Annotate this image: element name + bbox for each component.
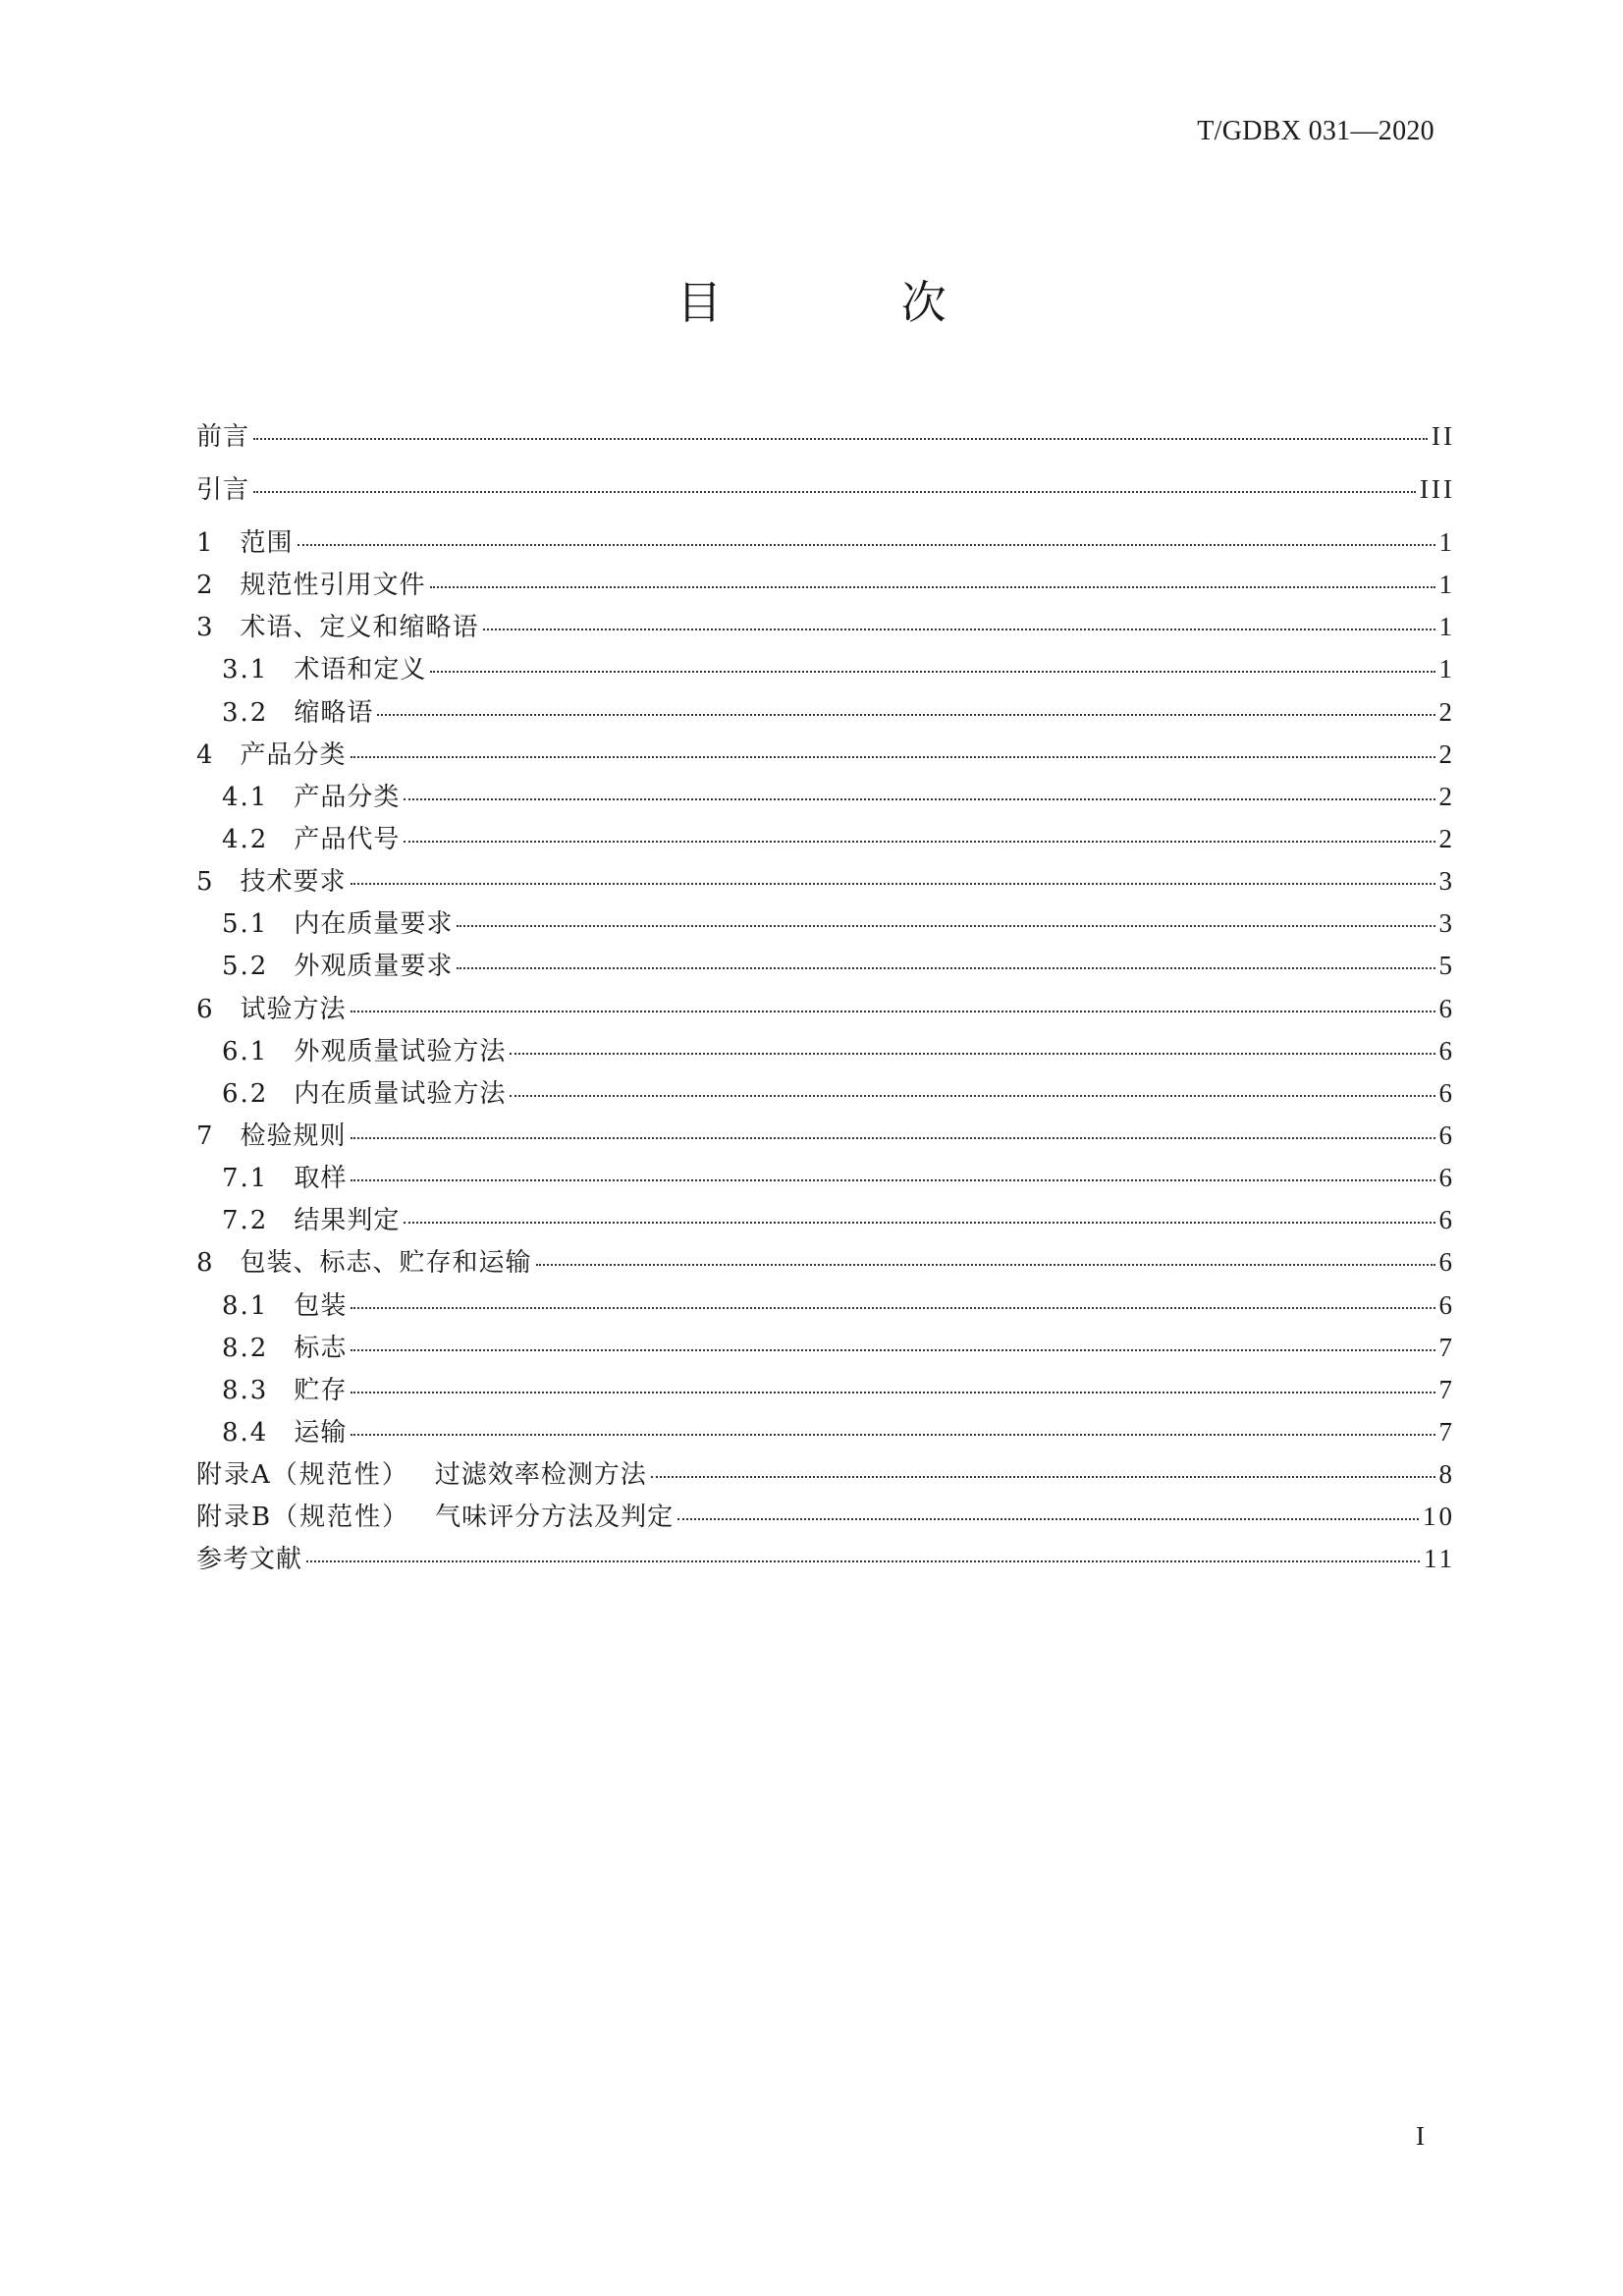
toc-leader-dots xyxy=(351,1011,1435,1012)
toc-entry[interactable] xyxy=(196,1200,1455,1242)
toc-entry-page: 2 xyxy=(1438,781,1455,811)
toc-entry[interactable] xyxy=(196,1412,1455,1454)
toc-entry-label: 贮存 xyxy=(294,1375,348,1405)
toc-entry[interactable] xyxy=(196,1454,1455,1497)
toc-entry-page: 10 xyxy=(1423,1502,1455,1532)
toc-leader-dots xyxy=(430,671,1434,673)
toc-entry-label: 试验方法 xyxy=(240,994,347,1024)
toc-entry-label: 结果判定 xyxy=(294,1206,401,1236)
toc-entry-number: 8.2 xyxy=(222,1333,269,1363)
toc-entry-label: 过滤效率检测方法 xyxy=(434,1460,647,1491)
toc-entry-number: 6.2 xyxy=(222,1078,269,1109)
toc-entry-label: 技术要求 xyxy=(240,867,347,898)
toc-entry-page: 7 xyxy=(1438,1374,1455,1404)
toc-entry[interactable] xyxy=(196,469,1455,522)
toc-entry-page: 2 xyxy=(1438,696,1455,727)
toc-entry[interactable] xyxy=(196,1073,1455,1116)
toc-leader-dots xyxy=(351,1307,1434,1309)
toc-entry-label: 范围 xyxy=(240,528,294,558)
page-number: I xyxy=(1416,2121,1425,2151)
toc-entry-number: 6.1 xyxy=(222,1036,269,1066)
toc-leader-dots xyxy=(306,1560,1420,1562)
toc-entry[interactable] xyxy=(196,1031,1455,1073)
toc-entry-number: 7.2 xyxy=(222,1206,269,1236)
toc-entry-number: 附录B（规范性） xyxy=(196,1503,410,1533)
toc-entry-page: 1 xyxy=(1438,570,1455,600)
toc-entry-page: II xyxy=(1432,421,1455,451)
toc-entry-number: 7.1 xyxy=(222,1164,269,1194)
toc-entry-label: 检验规则 xyxy=(240,1121,347,1151)
toc-entry-number: 8.4 xyxy=(222,1417,269,1448)
toc-entry-label: 缩略语 xyxy=(294,697,374,728)
toc-entry-page: 6 xyxy=(1438,1163,1455,1193)
toc-leader-dots xyxy=(377,714,1434,716)
toc-leader-dots xyxy=(510,1095,1434,1097)
toc-entry-label: 内在质量要求 xyxy=(294,909,454,940)
toc-entry-label: 引言 xyxy=(196,475,250,505)
toc-entry-page: 3 xyxy=(1438,908,1455,939)
toc-entry[interactable] xyxy=(196,416,1455,469)
toc-leader-dots xyxy=(351,1349,1434,1351)
toc-entry-label: 规范性引用文件 xyxy=(240,571,426,601)
toc-entry-number: 4.2 xyxy=(222,824,269,854)
toc-entry-page: 2 xyxy=(1438,738,1455,769)
toc-entry-label: 标志 xyxy=(294,1333,348,1363)
toc-entry-label: 包装 xyxy=(294,1290,348,1321)
toc-entry[interactable] xyxy=(196,607,1455,649)
toc-entry-number: 1 xyxy=(196,528,215,558)
toc-entry-page: 6 xyxy=(1438,1077,1455,1108)
table-of-contents xyxy=(196,416,1455,1582)
toc-leader-dots xyxy=(253,491,1416,493)
toc-entry-number: 2 xyxy=(196,571,215,601)
toc-entry-label: 术语和定义 xyxy=(294,655,427,685)
toc-entry[interactable] xyxy=(196,1328,1455,1370)
toc-leader-dots xyxy=(457,925,1434,927)
toc-leader-dots xyxy=(510,1053,1434,1055)
toc-entry[interactable] xyxy=(196,565,1455,607)
toc-entry[interactable] xyxy=(196,989,1455,1031)
toc-entry-number: 3.2 xyxy=(222,697,269,728)
toc-entry-page: 6 xyxy=(1438,1205,1455,1235)
toc-entry-label: 外观质量要求 xyxy=(294,952,454,982)
toc-entry-label: 取样 xyxy=(294,1164,348,1194)
toc-entry[interactable] xyxy=(196,1285,1455,1328)
toc-entry-page: 6 xyxy=(1438,1247,1455,1278)
toc-leader-dots xyxy=(351,883,1435,885)
toc-entry[interactable] xyxy=(196,946,1455,988)
toc-leader-dots xyxy=(430,586,1435,588)
toc-entry-number: 8.1 xyxy=(222,1290,269,1321)
toc-entry-label: 产品分类 xyxy=(294,782,401,812)
toc-entry-number: 4 xyxy=(196,739,215,770)
toc-entry[interactable] xyxy=(196,1539,1455,1581)
toc-entry-number: 5.1 xyxy=(222,909,269,940)
toc-entry-page: 2 xyxy=(1438,823,1455,853)
toc-entry-page: 6 xyxy=(1438,993,1455,1023)
toc-leader-dots xyxy=(483,629,1435,630)
toc-entry-page: 6 xyxy=(1438,1120,1455,1150)
toc-leader-dots xyxy=(351,1392,1434,1394)
toc-entry[interactable] xyxy=(196,1116,1455,1158)
toc-entry-number: 8.3 xyxy=(222,1375,269,1405)
toc-leader-dots xyxy=(457,967,1434,969)
toc-entry-page: 1 xyxy=(1438,654,1455,684)
toc-entry[interactable] xyxy=(196,1158,1455,1200)
document-code: T/GDBX 031—2020 xyxy=(1197,116,1434,146)
toc-leader-dots xyxy=(677,1518,1419,1520)
toc-entry-number: 8 xyxy=(196,1248,215,1279)
toc-entry-page: III xyxy=(1420,474,1455,504)
toc-entry-label: 内在质量试验方法 xyxy=(294,1078,507,1109)
toc-leader-dots xyxy=(404,1222,1434,1224)
toc-entry-number: 3 xyxy=(196,613,215,643)
toc-leader-dots xyxy=(351,1179,1434,1181)
toc-entry[interactable] xyxy=(196,649,1455,691)
toc-entry[interactable] xyxy=(196,1370,1455,1412)
toc-leader-dots xyxy=(351,756,1435,758)
toc-leader-dots xyxy=(351,1137,1435,1139)
toc-leader-dots xyxy=(404,841,1434,843)
toc-entry-label: 产品分类 xyxy=(240,739,347,770)
toc-entry[interactable] xyxy=(196,522,1455,565)
toc-entry-number: 7 xyxy=(196,1121,215,1151)
toc-entry-label: 前言 xyxy=(196,422,250,452)
toc-entry-page: 6 xyxy=(1438,1035,1455,1066)
toc-entry-label: 包装、标志、贮存和运输 xyxy=(240,1248,532,1279)
toc-entry-label: 产品代号 xyxy=(294,824,401,854)
toc-entry-page: 3 xyxy=(1438,866,1455,897)
toc-entry-page: 1 xyxy=(1438,527,1455,557)
toc-entry-page: 11 xyxy=(1424,1544,1455,1574)
toc-entry[interactable] xyxy=(196,861,1455,903)
toc-entry-number: 5.2 xyxy=(222,952,269,982)
toc-leader-dots xyxy=(351,1434,1434,1436)
toc-entry[interactable] xyxy=(196,692,1455,735)
toc-leader-dots xyxy=(651,1476,1435,1478)
toc-entry-page: 1 xyxy=(1438,612,1455,642)
toc-entry[interactable] xyxy=(196,903,1455,946)
toc-entry-label: 外观质量试验方法 xyxy=(294,1036,507,1066)
toc-entry[interactable] xyxy=(196,1242,1455,1285)
toc-entry-label: 参考文献 xyxy=(196,1545,303,1575)
toc-entry-label: 运输 xyxy=(294,1417,348,1448)
toc-entry-page: 8 xyxy=(1438,1459,1455,1490)
toc-entry[interactable] xyxy=(196,777,1455,819)
toc-entry-page: 7 xyxy=(1438,1416,1455,1447)
toc-entry-number: 5 xyxy=(196,867,215,898)
page-title: 目 次 xyxy=(676,276,1029,329)
toc-leader-dots xyxy=(298,544,1435,546)
toc-entry-page: 5 xyxy=(1438,951,1455,981)
toc-entry-number: 6 xyxy=(196,994,215,1024)
toc-entry-label: 气味评分方法及判定 xyxy=(435,1503,675,1533)
toc-entry-page: 7 xyxy=(1438,1332,1455,1362)
toc-leader-dots xyxy=(404,798,1434,800)
toc-entry-number: 3.1 xyxy=(222,655,269,685)
toc-entry-number: 4.1 xyxy=(222,782,269,812)
toc-entry-label: 术语、定义和缩略语 xyxy=(240,613,479,643)
toc-entry[interactable] xyxy=(196,735,1455,777)
toc-entry-number: 附录A（规范性） xyxy=(196,1460,409,1491)
toc-entry[interactable] xyxy=(196,819,1455,861)
toc-entry[interactable] xyxy=(196,1497,1455,1539)
toc-leader-dots xyxy=(536,1264,1435,1266)
toc-leader-dots xyxy=(253,438,1428,440)
toc-entry-page: 6 xyxy=(1438,1289,1455,1320)
